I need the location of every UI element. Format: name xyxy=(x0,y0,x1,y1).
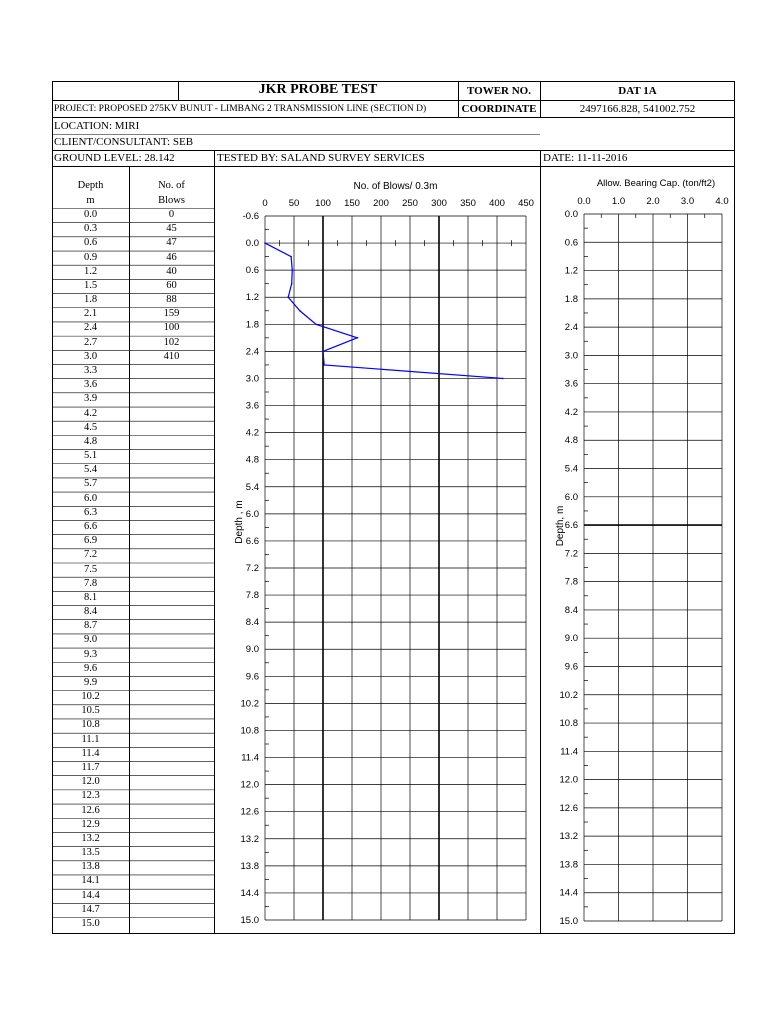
bearing-chart-title: Allow. Bearing Cap. (ton/ft2) xyxy=(596,178,716,189)
blows-cell: 60 xyxy=(166,279,177,291)
x-tick-label: 450 xyxy=(518,198,534,209)
x-tick-label: 400 xyxy=(489,198,505,209)
depth-cell: 11.4 xyxy=(81,747,100,759)
y-tick-label: 9.0 xyxy=(245,644,259,656)
ground-level-text: GROUND LEVEL: 28.142 xyxy=(54,152,175,164)
data-point xyxy=(264,242,266,244)
y-tick-label: 1.8 xyxy=(245,319,259,331)
y2-tick-label: 4.8 xyxy=(564,435,578,447)
y-tick-label: 13.2 xyxy=(240,833,259,845)
y2-tick-label: 1.8 xyxy=(564,293,578,305)
y-tick-label: 2.4 xyxy=(245,346,259,358)
y-tick-label: 6.6 xyxy=(245,535,259,547)
depth-cell: 4.8 xyxy=(83,435,98,447)
page-title: JKR PROBE TEST xyxy=(258,82,378,97)
y-tick-label: 1.2 xyxy=(245,292,259,304)
depth-cell: 12.9 xyxy=(81,818,100,830)
client-text: CLIENT/CONSULTANT: SEB xyxy=(54,136,194,148)
y-tick-label: 12.6 xyxy=(240,806,259,818)
depth-cell: 6.3 xyxy=(83,506,98,518)
location-text: LOCATION: MIRI xyxy=(54,120,140,132)
x-tick-label: 100 xyxy=(315,198,331,209)
depth-cell: 12.6 xyxy=(81,804,100,816)
y2-tick-label: 13.8 xyxy=(559,859,578,871)
blows-chart-title: No. of Blows/ 0.3m xyxy=(353,181,438,192)
depth-cell: 6.6 xyxy=(83,520,98,532)
depth-cell: 8.4 xyxy=(83,606,98,618)
blows-cell: 46 xyxy=(166,251,177,263)
y2-tick-label: 0.0 xyxy=(564,209,578,220)
x-tick-label: 350 xyxy=(460,198,476,209)
depth-cell: 5.4 xyxy=(83,464,98,476)
data-point xyxy=(322,351,324,353)
blows-cell: 102 xyxy=(163,336,180,348)
depth-cell: 1.8 xyxy=(83,294,98,306)
depth-cell: 9.6 xyxy=(83,662,98,674)
depth-cell: 10.2 xyxy=(81,691,100,703)
depth-cell: 1.5 xyxy=(83,279,98,291)
depth-cell: 9.0 xyxy=(83,634,98,646)
depth-cell: 6.0 xyxy=(83,492,98,504)
depth-cell: 8.7 xyxy=(83,620,98,632)
depth-cell: 12.3 xyxy=(81,790,100,802)
y2-tick-label: 10.8 xyxy=(559,718,578,730)
tower-value: DAT 1A xyxy=(618,85,657,97)
blows-cell: 88 xyxy=(166,294,177,306)
depth-cell: 3.3 xyxy=(83,364,98,376)
y2-tick-label: 1.2 xyxy=(564,265,578,277)
tower-label: TOWER NO. xyxy=(467,85,531,97)
depth-cell: 14.1 xyxy=(81,875,100,887)
y-tick-label: 15.0 xyxy=(240,915,259,926)
depth-cell: 7.8 xyxy=(83,577,98,589)
y2-tick-label: 7.2 xyxy=(564,548,578,560)
depth-cell: 5.7 xyxy=(83,478,98,490)
y2-tick-label: 9.6 xyxy=(564,661,578,673)
y-tick-label: 6.0 xyxy=(245,508,259,520)
x-tick-label: 300 xyxy=(431,198,447,209)
y2-tick-label: 6.6 xyxy=(564,520,578,532)
depth-cell: 9.9 xyxy=(83,676,98,688)
x-tick-label: 200 xyxy=(373,198,389,209)
depth-cell: 15.0 xyxy=(81,918,100,929)
depth-cell: 3.0 xyxy=(83,350,98,362)
depth-cell: 9.3 xyxy=(83,648,98,660)
y2-tick-label: 12.6 xyxy=(559,802,578,814)
y2-tick-label: 3.0 xyxy=(564,350,578,362)
y-tick-label: 9.6 xyxy=(245,671,259,683)
y-tick-label: 10.8 xyxy=(240,725,259,737)
blows-series-line xyxy=(265,243,503,378)
blows-cell: 45 xyxy=(166,223,177,235)
data-point xyxy=(299,310,301,312)
tested-by-text: TESTED BY: SALAND SURVEY SERVICES xyxy=(217,152,425,164)
x-tick-label: 0 xyxy=(262,198,268,209)
y2-tick-label: 13.2 xyxy=(559,831,578,843)
depth-cell: 14.7 xyxy=(81,903,100,915)
y2-tick-label: 15.0 xyxy=(559,916,578,927)
depth-header: Depth xyxy=(77,180,104,191)
depth-cell: 1.2 xyxy=(83,265,98,277)
blows-header-2: Blows xyxy=(158,195,185,206)
y2-tick-label: 14.4 xyxy=(559,887,578,899)
depth-cell: 7.2 xyxy=(83,549,98,561)
x2-tick-label: 4.0 xyxy=(715,196,729,207)
y2-tick-label: 6.0 xyxy=(564,491,578,503)
blows-cell: 100 xyxy=(163,322,180,334)
date-text: DATE: 11-11-2016 xyxy=(543,152,628,164)
depth-cell: 8.1 xyxy=(83,591,98,603)
y-tick-label: 7.2 xyxy=(245,563,259,574)
depth-cell: 3.9 xyxy=(83,393,98,405)
depth-cell: 2.7 xyxy=(83,336,98,348)
x-tick-label: 250 xyxy=(402,198,418,209)
project-text: PROJECT: PROPOSED 275KV BUNUT - LIMBANG 2 TRANSMISSION LINE (SECTION D) xyxy=(54,104,427,114)
depth-cell: 6.9 xyxy=(83,535,98,547)
data-point xyxy=(291,269,293,271)
depth-cell: 11.1 xyxy=(81,733,100,745)
y-tick-label: 8.4 xyxy=(245,617,259,629)
y-tick-label: 0.0 xyxy=(245,238,259,250)
y-tick-label: 11.4 xyxy=(241,752,259,764)
y-tick-label: 5.4 xyxy=(245,481,259,493)
data-point xyxy=(287,296,289,298)
data-point xyxy=(502,378,504,380)
blows-cell: 410 xyxy=(163,350,180,362)
depth-cell: 0.0 xyxy=(83,209,98,220)
x-tick-label: 150 xyxy=(344,198,360,209)
blows-cell: 159 xyxy=(163,308,180,320)
depth-cell: 4.5 xyxy=(83,421,98,433)
y2-axis-label: Depth, m xyxy=(555,505,566,547)
data-point xyxy=(290,256,292,258)
y2-tick-label: 12.0 xyxy=(559,774,578,786)
y2-tick-label: 2.4 xyxy=(564,322,578,334)
y-tick-label: 4.8 xyxy=(245,454,259,466)
data-point xyxy=(291,283,293,285)
x-tick-label: 50 xyxy=(288,198,300,209)
depth-cell: 2.1 xyxy=(83,308,98,320)
depth-unit-header: m xyxy=(86,195,95,206)
y2-tick-label: 8.4 xyxy=(564,604,578,616)
depth-cell: 11.7 xyxy=(81,762,100,774)
depth-cell: 10.8 xyxy=(81,719,100,731)
y-tick-label: 0.6 xyxy=(245,265,259,277)
depth-cell: 3.6 xyxy=(83,379,98,391)
x2-tick-label: 0.0 xyxy=(577,196,591,207)
depth-cell: 12.0 xyxy=(81,776,100,788)
blows-cell: 47 xyxy=(166,237,177,249)
coordinate-value: 2497166.828, 541002.752 xyxy=(579,103,696,115)
x2-tick-label: 2.0 xyxy=(646,196,660,207)
x2-tick-label: 3.0 xyxy=(680,196,695,207)
depth-cell: 13.2 xyxy=(81,832,100,844)
depth-cell: 5.1 xyxy=(83,450,98,462)
y-tick-label: -0.6 xyxy=(242,211,259,222)
data-point xyxy=(323,364,325,366)
depth-cell: 0.9 xyxy=(83,251,98,263)
blows-cell: 0 xyxy=(168,209,175,220)
depth-cell: 0.6 xyxy=(83,237,98,249)
depth-cell: 0.3 xyxy=(83,223,98,235)
y-tick-label: 10.2 xyxy=(240,698,259,710)
depth-cell: 10.5 xyxy=(81,705,100,717)
x2-tick-label: 1.0 xyxy=(611,196,626,207)
blows-header: No. of xyxy=(158,180,185,191)
y-tick-label: 4.2 xyxy=(245,427,259,439)
depth-cell: 13.5 xyxy=(81,847,100,859)
y2-tick-label: 9.0 xyxy=(564,633,578,645)
data-point xyxy=(356,337,358,339)
y-tick-label: 7.8 xyxy=(245,590,259,602)
y-tick-label: 12.0 xyxy=(240,779,259,791)
y2-tick-label: 3.6 xyxy=(564,378,578,390)
y-tick-label: 14.4 xyxy=(240,887,259,899)
y2-tick-label: 10.2 xyxy=(559,689,578,701)
y-tick-label: 3.0 xyxy=(245,373,259,385)
data-point xyxy=(315,324,317,326)
depth-cell: 13.8 xyxy=(81,861,100,873)
y2-tick-label: 0.6 xyxy=(564,237,578,249)
y-axis-label: Depth , m xyxy=(234,500,245,544)
depth-cell: 7.5 xyxy=(83,563,98,575)
y-tick-label: 3.6 xyxy=(245,400,259,412)
y2-tick-label: 4.2 xyxy=(564,406,578,418)
coordinate-label: COORDINATE xyxy=(461,103,537,115)
depth-cell: 14.4 xyxy=(81,889,100,901)
y2-tick-label: 5.4 xyxy=(564,463,578,475)
depth-cell: 4.2 xyxy=(83,407,98,419)
y2-tick-label: 11.4 xyxy=(560,746,578,758)
y-tick-label: 13.8 xyxy=(240,860,259,872)
blows-cell: 40 xyxy=(166,265,177,277)
depth-cell: 2.4 xyxy=(83,322,98,334)
y2-tick-label: 7.8 xyxy=(564,576,578,588)
